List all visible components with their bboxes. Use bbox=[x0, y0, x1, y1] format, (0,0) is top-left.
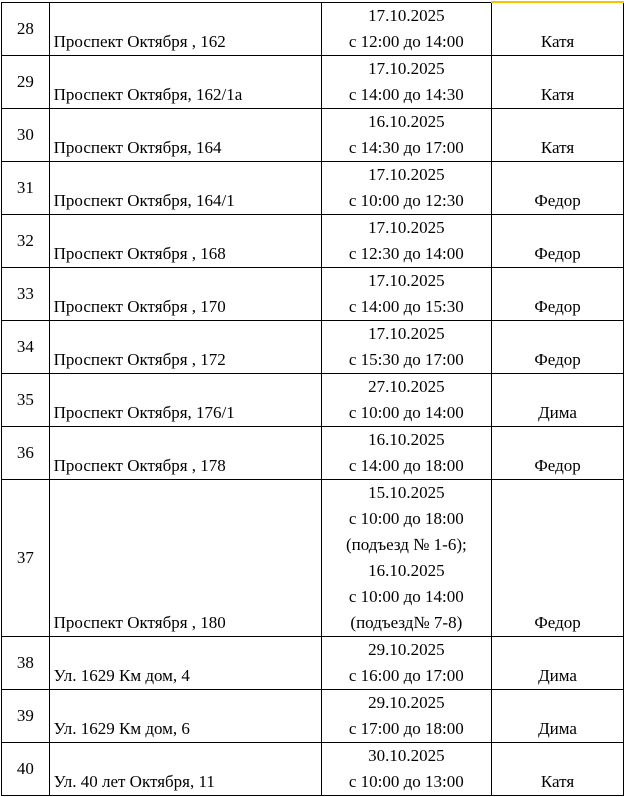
time-line: 16.10.2025 bbox=[368, 560, 445, 580]
time-line: 17.10.2025 bbox=[368, 323, 445, 343]
address-cell: Ул. 1629 Км дом, 6 bbox=[49, 689, 321, 742]
time-line: 16.10.2025 bbox=[368, 429, 445, 449]
table-row bbox=[2, 214, 624, 267]
schedule-table-body bbox=[2, 2, 624, 795]
table-row bbox=[2, 320, 624, 373]
address-cell: Проспект Октября , 180 bbox=[49, 479, 321, 636]
address-cell: Ул. 1629 Км дом, 4 bbox=[49, 636, 321, 689]
time-line: 17.10.2025 bbox=[368, 217, 445, 237]
date-time-cell bbox=[321, 214, 491, 267]
row-number: 32 bbox=[2, 214, 50, 267]
time-line: 17.10.2025 bbox=[368, 58, 445, 78]
date-time-cell bbox=[321, 742, 491, 795]
row-number: 40 bbox=[2, 742, 50, 795]
time-line: с 14:00 до 14:30 bbox=[348, 84, 464, 104]
row-number: 38 bbox=[2, 636, 50, 689]
time-line: 29.10.2025 bbox=[368, 692, 445, 712]
address-cell: Проспект Октября , 168 bbox=[49, 214, 321, 267]
time-line: с 10:00 до 14:00 bbox=[348, 402, 464, 422]
person-cell: Федор bbox=[492, 320, 624, 373]
date-time-cell bbox=[321, 636, 491, 689]
date-time-cell bbox=[321, 689, 491, 742]
time-line: с 10:00 до 18:00 bbox=[348, 508, 464, 528]
address-cell: Проспект Октября, 164 bbox=[49, 108, 321, 161]
row-number: 35 bbox=[2, 373, 50, 426]
table-row bbox=[2, 55, 624, 108]
person-cell: Катя bbox=[492, 55, 624, 108]
time-line: с 10:00 до 13:00 bbox=[348, 771, 464, 791]
time-line: 30.10.2025 bbox=[368, 745, 445, 765]
row-number: 33 bbox=[2, 267, 50, 320]
time-line: 27.10.2025 bbox=[368, 376, 445, 396]
date-time-cell bbox=[321, 426, 491, 479]
row-number: 36 bbox=[2, 426, 50, 479]
time-line: с 14:30 до 17:00 bbox=[348, 137, 464, 157]
person-cell: Катя bbox=[492, 742, 624, 795]
row-number: 30 bbox=[2, 108, 50, 161]
time-line: с 15:30 до 17:00 bbox=[348, 349, 464, 369]
time-line: с 12:00 до 14:00 bbox=[348, 31, 464, 51]
person-cell: Катя bbox=[492, 2, 624, 55]
address-cell: Проспект Октября , 172 bbox=[49, 320, 321, 373]
time-line: с 12:30 до 14:00 bbox=[348, 243, 464, 263]
address-cell: Проспект Октября , 162 bbox=[49, 2, 321, 55]
date-time-cell bbox=[321, 55, 491, 108]
person-cell: Федор bbox=[492, 479, 624, 636]
address-cell: Проспект Октября , 178 bbox=[49, 426, 321, 479]
table-row bbox=[2, 373, 624, 426]
time-line: с 10:00 до 12:30 bbox=[348, 190, 464, 210]
time-line: с 17:00 до 18:00 bbox=[348, 718, 464, 738]
time-line: 17.10.2025 bbox=[368, 164, 445, 184]
date-time-cell bbox=[321, 161, 491, 214]
time-line: (подъезд№ 7-8) bbox=[350, 612, 463, 632]
date-time-cell bbox=[321, 320, 491, 373]
row-number: 28 bbox=[2, 2, 50, 55]
schedule-table bbox=[1, 1, 624, 796]
table-row bbox=[2, 267, 624, 320]
time-line: (подъезд № 1-6); bbox=[345, 534, 467, 554]
address-cell: Проспект Октября , 170 bbox=[49, 267, 321, 320]
person-cell: Федор bbox=[492, 426, 624, 479]
person-cell: Дима bbox=[492, 373, 624, 426]
time-line: с 16:00 до 17:00 bbox=[348, 665, 464, 685]
time-line: 17.10.2025 bbox=[368, 5, 445, 25]
table-row bbox=[2, 426, 624, 479]
row-number: 29 bbox=[2, 55, 50, 108]
time-line: 17.10.2025 bbox=[368, 270, 445, 290]
table-row bbox=[2, 479, 624, 636]
time-line: с 14:00 до 18:00 bbox=[348, 455, 464, 475]
date-time-cell bbox=[321, 267, 491, 320]
address-cell: Проспект Октября, 164/1 bbox=[49, 161, 321, 214]
address-cell: Ул. 40 лет Октября, 11 bbox=[49, 742, 321, 795]
date-time-cell bbox=[321, 2, 491, 55]
date-time-cell bbox=[321, 373, 491, 426]
person-cell: Федор bbox=[492, 161, 624, 214]
table-row bbox=[2, 161, 624, 214]
address-cell: Проспект Октября, 162/1а bbox=[49, 55, 321, 108]
time-line: 15.10.2025 bbox=[368, 482, 445, 502]
date-time-cell bbox=[321, 479, 491, 636]
time-line: 29.10.2025 bbox=[368, 639, 445, 659]
table-row bbox=[2, 2, 624, 55]
row-number: 31 bbox=[2, 161, 50, 214]
address-cell: Проспект Октября, 176/1 bbox=[49, 373, 321, 426]
person-cell: Федор bbox=[492, 267, 624, 320]
person-cell: Федор bbox=[492, 214, 624, 267]
table-row bbox=[2, 689, 624, 742]
time-line: с 14:00 до 15:30 bbox=[348, 296, 464, 316]
row-number: 37 bbox=[2, 479, 50, 636]
time-line: 16.10.2025 bbox=[368, 111, 445, 131]
row-number: 39 bbox=[2, 689, 50, 742]
time-line: с 10:00 до 14:00 bbox=[348, 586, 464, 606]
row-number: 34 bbox=[2, 320, 50, 373]
person-cell: Дима bbox=[492, 689, 624, 742]
person-cell: Катя bbox=[492, 108, 624, 161]
table-row bbox=[2, 636, 624, 689]
table-row bbox=[2, 108, 624, 161]
person-cell: Дима bbox=[492, 636, 624, 689]
date-time-cell bbox=[321, 108, 491, 161]
table-row bbox=[2, 742, 624, 795]
